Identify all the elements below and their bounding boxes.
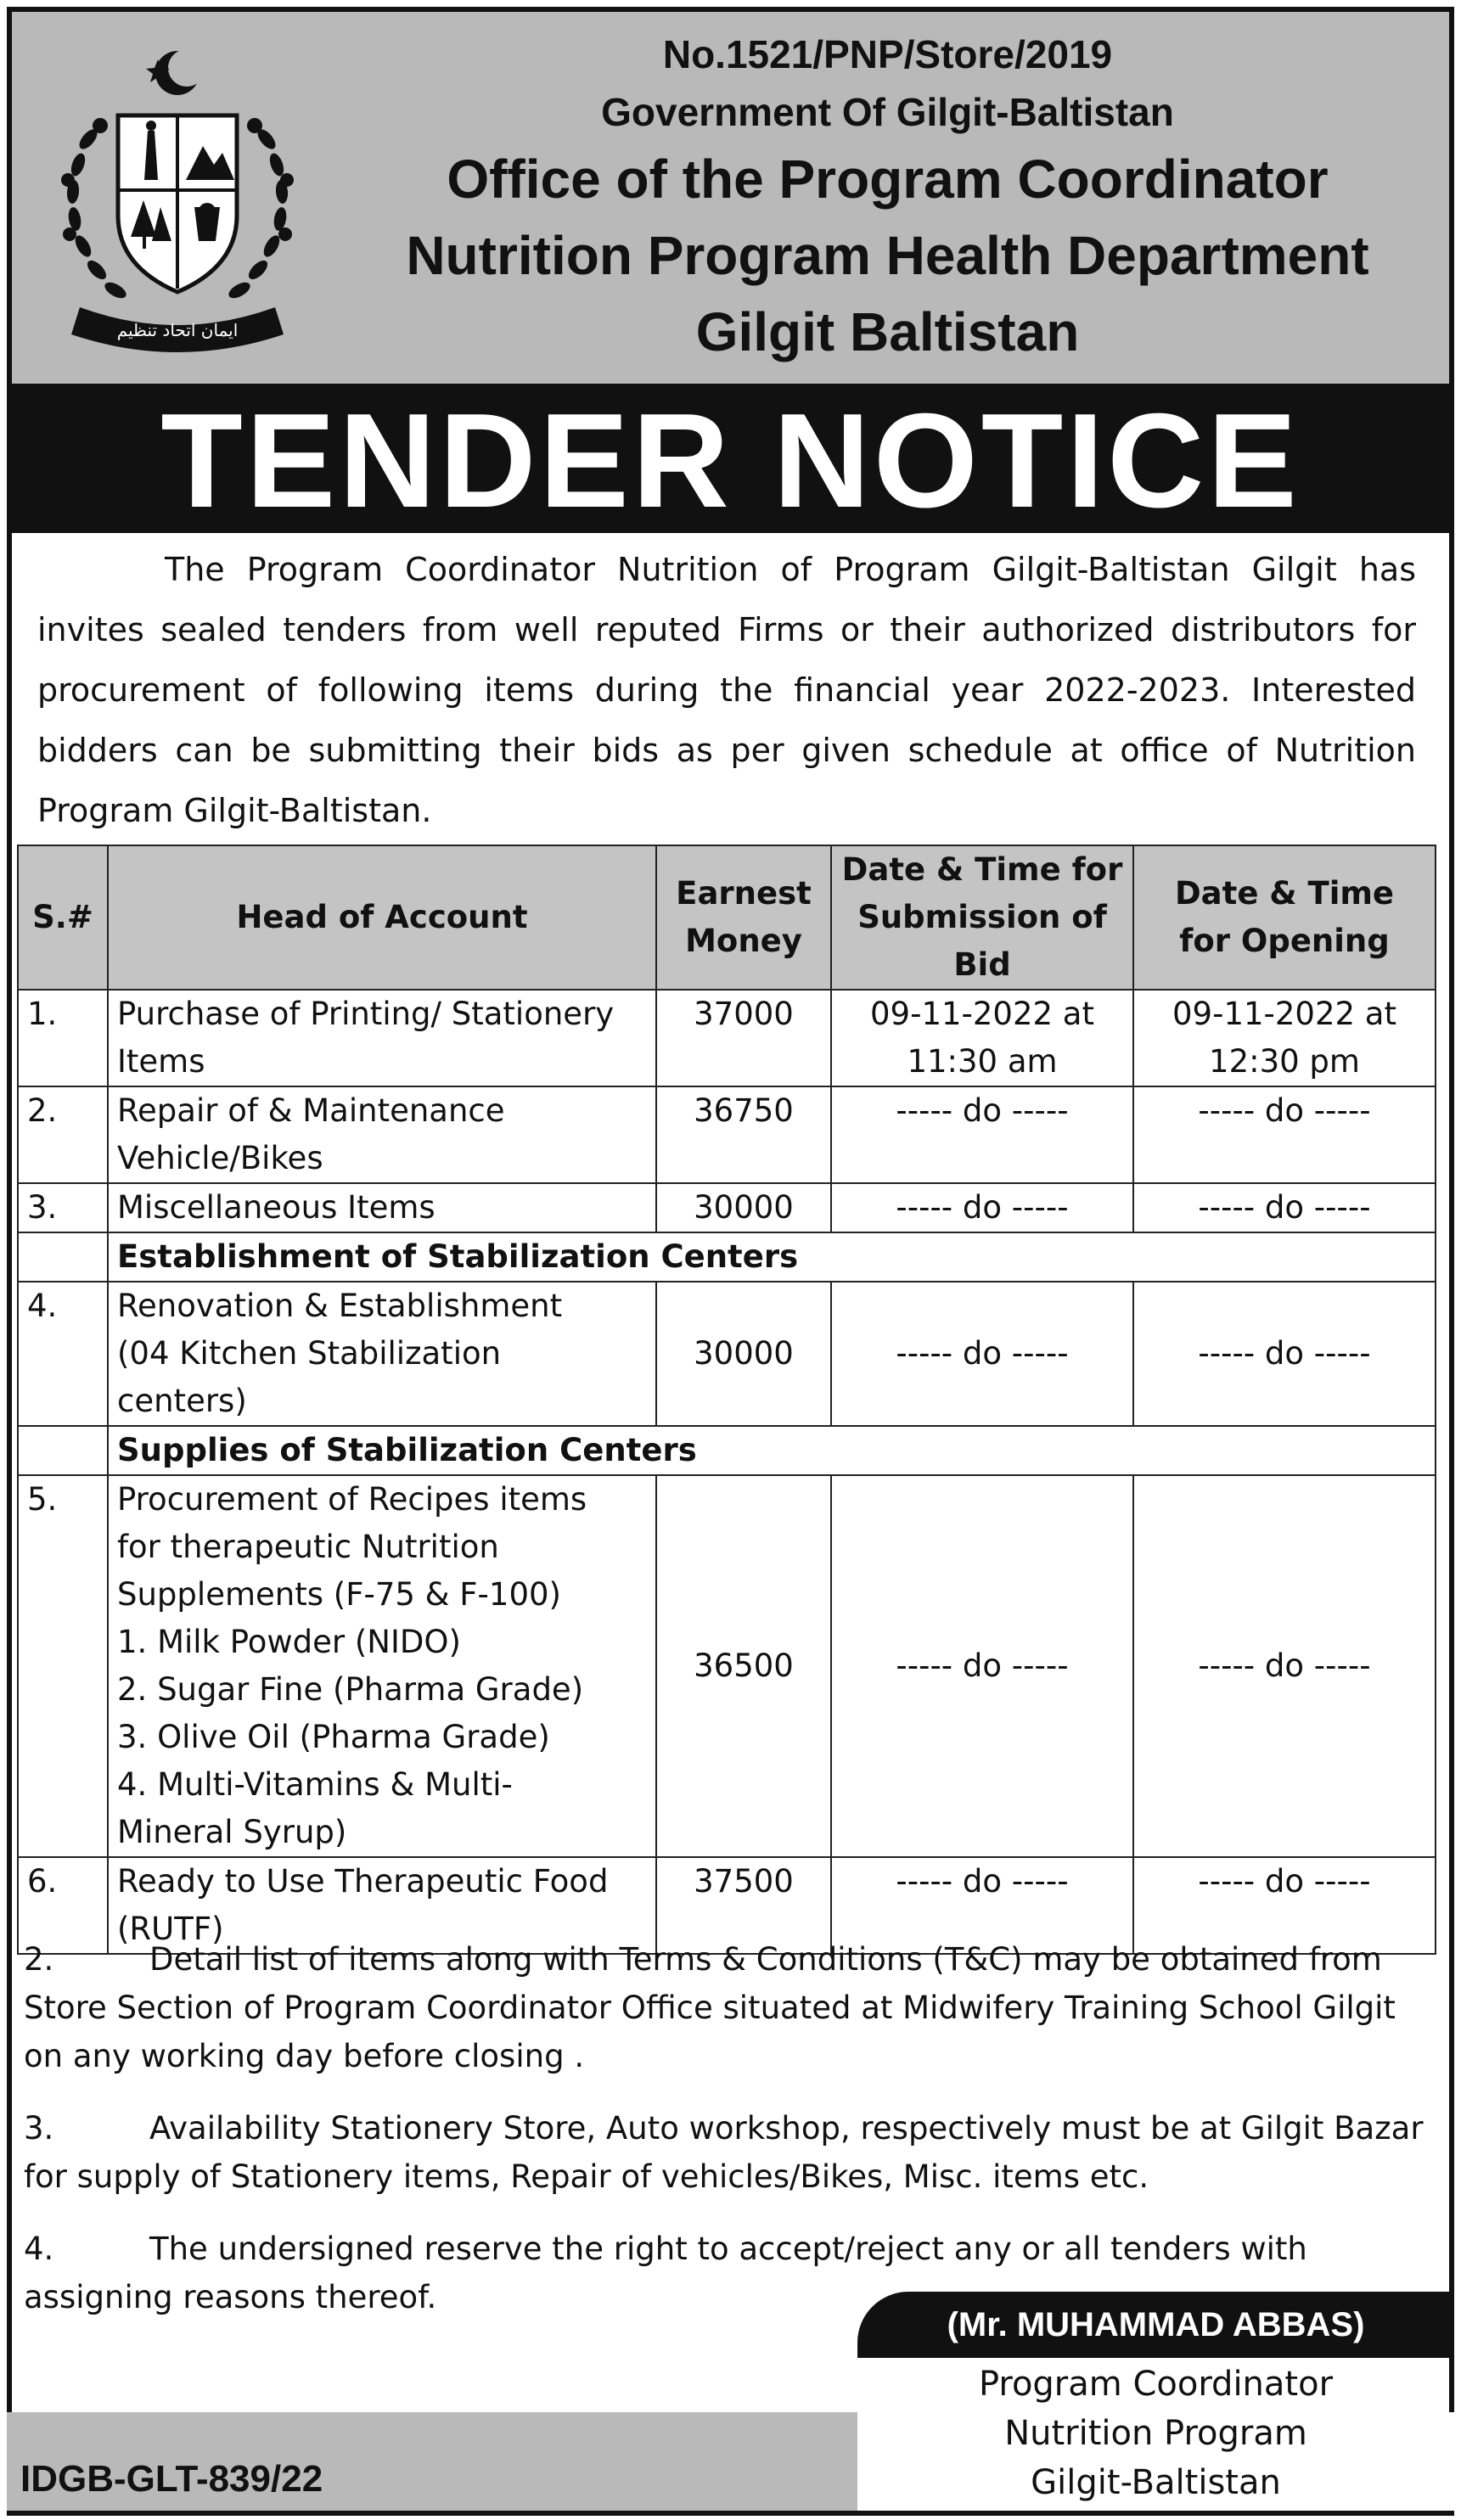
cell-sno: 3. — [18, 1183, 108, 1232]
frame-right-border — [1449, 533, 1454, 2412]
cell-sno-empty — [18, 1232, 108, 1282]
cell-opening: ----- do ----- — [1133, 1475, 1436, 1857]
col-header-opening: Date & Time for Opening — [1133, 845, 1436, 990]
cell-submission: ----- do ----- — [831, 1282, 1133, 1426]
table-section-row — [18, 1232, 1436, 1282]
cell-submission: ----- do ----- — [831, 1857, 1133, 1954]
cell-sno: 4. — [18, 1282, 108, 1426]
cell-opening: 09-11-2022 at 12:30 pm — [1133, 990, 1436, 1086]
cell-money: 37000 — [656, 990, 831, 1086]
cell-sno: 5. — [18, 1475, 108, 1857]
footer-rule — [7, 2511, 1454, 2516]
table-section-row — [18, 1426, 1436, 1475]
office-name: Office of the Program Coordinator — [447, 149, 1329, 210]
cell-submission: ----- do ----- — [831, 1183, 1133, 1232]
cell-money: 37500 — [656, 1857, 831, 1954]
note-text: The undersigned reserve the right to accept/reject any or all tenders with assigning reasons thereof. — [24, 2231, 1307, 2315]
cell-submission: 09-11-2022 at 11:30 am — [831, 990, 1133, 1086]
designation-line: Program Coordinator — [978, 2365, 1334, 2404]
cell-head: Renovation & Establishment (04 Kitchen Stabilization centers) — [108, 1282, 656, 1426]
cell-sno: 2. — [18, 1086, 108, 1183]
cell-sno: 6. — [18, 1857, 108, 1954]
cell-sno-empty — [18, 1426, 108, 1475]
cell-head: Repair of & Maintenance Vehicle/Bikes — [108, 1086, 656, 1183]
table-row — [18, 990, 1436, 1086]
col-header-sno: S.# — [18, 845, 108, 990]
note-item — [24, 2104, 1424, 2201]
frame-left-border — [7, 533, 12, 2412]
section-heading-supplies: Supplies of Stabilization Centers — [108, 1426, 1436, 1475]
header-banner — [7, 7, 1454, 389]
note-text: Detail list of items along with Terms & Conditions (T&C) may be obtained from Store Section of Program Coordinator Office situated at Midwifery Training School Gilgit on any working day before closing . — [24, 1941, 1396, 2074]
cell-submission: ----- do ----- — [831, 1475, 1133, 1857]
section-heading-establishment: Establishment of Stabilization Centers — [108, 1232, 1436, 1282]
region-name: Gilgit Baltistan — [695, 301, 1080, 362]
col-header-head: Head of Account — [108, 845, 656, 990]
note-number: 3. — [24, 2110, 54, 2147]
note-item — [24, 1935, 1424, 2080]
footer-code: IDGB-GLT-839/22 — [20, 2458, 323, 2500]
signatory-name: (Mr. MUHAMMAD ABBAS) — [947, 2305, 1365, 2343]
region-line: Gilgit-Baltistan — [1031, 2463, 1281, 2502]
cell-head: Miscellaneous Items — [108, 1183, 656, 1232]
table-row — [18, 1086, 1436, 1183]
cell-opening: ----- do ----- — [1133, 1086, 1436, 1183]
government-name: Government Of Gilgit-Baltistan — [601, 90, 1174, 134]
gb-emblem-icon — [37, 37, 317, 368]
cell-money: 36750 — [656, 1086, 831, 1183]
cell-money: 30000 — [656, 1282, 831, 1426]
col-header-submission: Date & Time for Submission of Bid — [831, 845, 1133, 990]
note-text: Availability Stationery Store, Auto workshop, respectively must be at Gilgit Bazar for supply of Stationery items, Repair of vehicles/Bikes, Misc. items etc. — [24, 2110, 1424, 2195]
signatory-designation — [857, 2360, 1454, 2507]
cell-money: 36500 — [656, 1475, 831, 1857]
cell-opening: ----- do ----- — [1133, 1857, 1436, 1954]
notice-title: TENDER NOTICE — [160, 385, 1301, 536]
table-row — [18, 1183, 1436, 1232]
tender-items-table — [17, 845, 1436, 1955]
col-header-earnest: Earnest Money — [656, 845, 831, 990]
table-row — [18, 1475, 1436, 1857]
cell-sno: 1. — [18, 990, 108, 1086]
intro-paragraph: The Program Coordinator Nutrition of Program Gilgit-Baltistan Gilgit has invites sealed tenders from well reputed Firms or their authorized distributors for procurement of following items during the financial year 2022-2023. Interested bidders can be submitting their bids as per given schedule at office of Nutrition Program Gilgit-Baltistan. — [37, 551, 1416, 829]
note-number: 2. — [24, 1941, 54, 1978]
program-line: Nutrition Program — [1004, 2414, 1307, 2453]
cell-head: Purchase of Printing/ Stationery Items — [108, 990, 656, 1086]
cell-submission: ----- do ----- — [831, 1086, 1133, 1183]
department-name: Nutrition Program Health Department — [406, 225, 1369, 286]
cell-opening: ----- do ----- — [1133, 1282, 1436, 1426]
header-text-block — [326, 12, 1449, 384]
table-row — [18, 1282, 1436, 1426]
cell-head: Procurement of Recipes items for therapeutic Nutrition Supplements (F-75 & F-100) 1. Milk Powder (NIDO) 2. Sugar Fine (Pharma Grade) 3. Olive Oil (Pharma Grade) 4. Multi-Vitamins & Multi- Mineral Syrup) — [108, 1475, 656, 1857]
emblem-motto: ایمان اتحاد تنظیم — [116, 320, 239, 340]
cell-opening: ----- do ----- — [1133, 1183, 1436, 1232]
reference-number: No.1521/PNP/Store/2019 — [662, 32, 1113, 76]
note-number: 4. — [24, 2231, 54, 2267]
notes-section — [24, 1935, 1424, 2345]
cell-head: Ready to Use Therapeutic Food (RUTF) — [108, 1857, 656, 1954]
title-band — [7, 385, 1454, 536]
cell-money: 30000 — [656, 1183, 831, 1232]
table-header-row — [18, 845, 1436, 990]
